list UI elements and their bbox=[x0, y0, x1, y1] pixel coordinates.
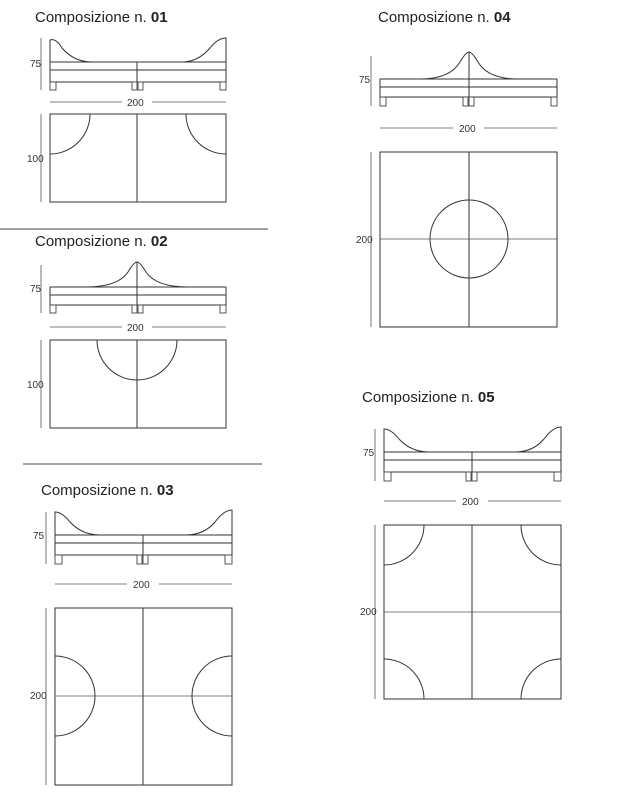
height-label: 75 bbox=[359, 75, 371, 86]
side-elevation bbox=[30, 38, 226, 109]
top-view bbox=[356, 152, 557, 327]
top-view bbox=[27, 114, 226, 202]
composition-03 bbox=[30, 482, 232, 785]
width-label: 200 bbox=[133, 580, 150, 591]
side-elevation bbox=[33, 510, 232, 591]
height-label: 75 bbox=[33, 531, 45, 542]
composition-title: Composizione n. 03 bbox=[41, 482, 174, 499]
depth-label: 200 bbox=[356, 235, 373, 246]
width-label: 200 bbox=[127, 323, 144, 334]
composition-04 bbox=[356, 9, 557, 327]
depth-label: 100 bbox=[27, 380, 44, 391]
width-label: 200 bbox=[127, 98, 144, 109]
height-label: 75 bbox=[30, 284, 42, 295]
side-elevation bbox=[359, 52, 557, 135]
depth-label: 200 bbox=[30, 691, 47, 702]
width-label: 200 bbox=[462, 497, 479, 508]
height-label: 75 bbox=[30, 59, 42, 70]
composition-title: Composizione n. 02 bbox=[35, 233, 168, 250]
height-label: 75 bbox=[363, 448, 375, 459]
composition-title: Composizione n. 01 bbox=[35, 9, 168, 26]
top-view bbox=[360, 525, 561, 699]
composition-05 bbox=[360, 389, 561, 699]
composition-title: Composizione n. 05 bbox=[362, 389, 495, 406]
composition-02 bbox=[27, 233, 226, 428]
width-label: 200 bbox=[459, 124, 476, 135]
top-view bbox=[30, 608, 232, 785]
top-view bbox=[27, 340, 226, 428]
depth-label: 200 bbox=[360, 607, 377, 618]
composition-title: Composizione n. 04 bbox=[378, 9, 511, 26]
side-elevation bbox=[30, 262, 226, 334]
composition-01 bbox=[27, 9, 226, 202]
depth-label: 100 bbox=[27, 154, 44, 165]
side-elevation bbox=[363, 427, 561, 508]
